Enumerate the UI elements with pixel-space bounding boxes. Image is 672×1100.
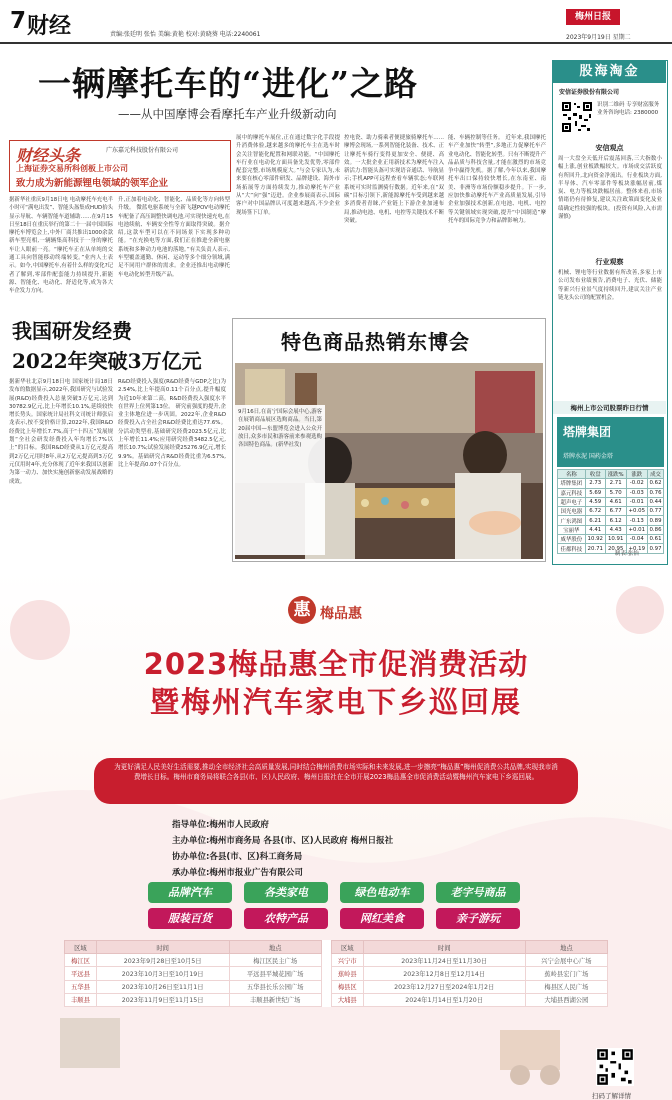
sidebar-stock-heading: 梅州上市公司股票昨日行情 <box>553 401 666 414</box>
dateline: 2023年9月19日 星期二 <box>566 34 631 41</box>
promo-intro: 为更好满足人民美好生活需要,推动全市经济社会高质量发展,同时结合梅州消费市场实际和未来发展,进一步擦亮“梅品惠”梅州促消费公共品牌,实现我市消费增长目标。梅州市商务局将联合各县(市、区)人民政府、梅州日报社在全市开展2023梅品惠全市促消费活动暨梅州汽车家电下乡巡回展。 <box>94 758 578 804</box>
ad-line-2: 致力成为新能源锂电领域的领军企业 <box>16 178 169 189</box>
page-number: 7 <box>10 8 27 34</box>
sidebar-company: 安信证券股份有限公司 <box>559 89 620 96</box>
guide-unit: 指导单位:梅州市人民政府 <box>172 820 269 830</box>
schedule-header: 地点 <box>525 941 607 954</box>
schedule-gap <box>321 980 331 993</box>
stock-table-header: 成交 <box>648 470 664 479</box>
category-button[interactable]: 各类家电 <box>244 882 328 903</box>
lead-subhead: ——从中国摩博会看摩托车产业升级新动向 <box>118 107 337 121</box>
host-unit: 主办单位:梅州市商务局 各县(市、区)人民政府 梅州日报社 <box>172 836 394 846</box>
schedule-row <box>65 980 608 993</box>
schedule-cell: 平远县平城花园广场 <box>229 967 321 980</box>
expo-title: 特色商品热销东博会 <box>281 330 470 354</box>
rd-headline-line-2: 2022年突破3万亿元 <box>12 349 202 373</box>
stock-cell: 0.76 <box>649 489 662 496</box>
category-button[interactable]: 老字号商品 <box>436 882 520 903</box>
schedule-cell: 平远县 <box>65 967 97 980</box>
schedule-cell: 梅江区民主广场 <box>229 954 321 967</box>
stock-cell: 6.77 <box>605 507 626 516</box>
stock-row <box>558 488 664 497</box>
stock-cell: -0.01 <box>626 497 647 506</box>
stock-cell: +0.19 <box>626 544 647 553</box>
lead-headline: 一辆摩托车的“进化”之路 <box>38 64 418 103</box>
rd-headline-line-1: 我国研发经费 <box>12 319 132 343</box>
lead-article-column: 展中的摩托车展位,正在通过数字化手段提升消费体验,越来越多的摩托车主在选车时会关注智能化配置和网联功能。“中国摩托车行业在电动化方面具备先发优势,零部件配套完整,市场规模庞大。”与会专家认为,未来要在核心零部件研发、品牌建设、海外市场拓展等方面持续发力,推动摩托车产业从“大”向“强”迈进。企业参展商表示,国际客户对中国品牌认可度越来越高,不少企业现场签下订单。 <box>236 135 340 216</box>
category-button[interactable]: 农特产品 <box>244 908 328 929</box>
qr-code-icon[interactable] <box>596 1048 634 1086</box>
stock-row <box>558 516 664 525</box>
stock-cell: 6.72 <box>585 507 605 516</box>
stock-cell: 4.41 <box>585 525 605 534</box>
category-button[interactable]: 服装百货 <box>148 908 232 929</box>
lead-article-column: 能、车辆控制等任务。 近年来,我国摩托车产业加快“转型”,多地正力促摩托车产业电动化、智能化转型。只有不断提升产品品质与科技含量,才能在激烈的市场竞争中赢得先机。据了解,今年以来,我国摩托车出口保持较快增长,在东南亚、南美、非洲等市场份额稳步提升。下一步,应加快推动摩托车产业高质量发展,引导企业加强技术创新,在电池、电机、电控等关键领域实现突破,提升“中国制造”摩托车的国际竞争力和品牌影响力。 <box>448 135 546 224</box>
stock-cell: +0.05 <box>626 507 647 516</box>
stock-cell: -0.03 <box>626 488 647 497</box>
expo-caption: 9月16日,在南宁国际会展中心,游客在展销商品展区选购商品。当日,第20届中国—东盟博览会进入公众开放日,众多市民和游客前来参观选购各国特色商品。(新华社发) <box>235 405 325 555</box>
category-button[interactable]: 网红美食 <box>340 908 424 929</box>
schedule-header: 区域 <box>331 941 363 954</box>
schedule-cell: 2023年10月3日至10月19日 <box>96 967 229 980</box>
stock-cell: 2.73 <box>585 479 605 488</box>
qr-code-icon[interactable] <box>561 101 593 133</box>
stock-cell: 国光电器 <box>558 507 586 516</box>
stock-cell: 0.97 <box>649 545 662 552</box>
company-brand: 塔牌集团 <box>563 425 612 439</box>
category-button[interactable]: 亲子游玩 <box>436 908 520 929</box>
editors-line: 责编:张廷明 张怡 美编:黄艳 校对:黄晓葵 电话:2240061 <box>110 31 261 38</box>
schedule-cell: 五华县长乐公园广场 <box>229 980 321 993</box>
lead-article-column: 据新华社重庆9月18日电 电动摩托车充电半小时可“满电出发”、智能头盔集成HUD抬头显示导航、车辆智能车道辅助……在9月15日至18日在重庆举行的第二十一届中国国际摩托车博览会上,中外厂商共推出1000余款新车型亮相,一辆辆集高科技于一身的摩托车让人眼前一亮。“摩托车正在从单纯的交通工具向智能移动终端转变。”业内人士表示。如今,中国摩托车,有着什么样的变化?记者了解到,零部件配套能力持续提升,新能源、智能化、电动化、舒适化等,成为各大车企发力方向。 <box>9 197 113 295</box>
schedule-cell: 2023年9月28日至10月5日 <box>96 954 229 967</box>
category-button[interactable]: 品牌汽车 <box>148 882 232 903</box>
schedule-cell: 2023年11月24日至11月30日 <box>363 954 525 967</box>
promo-title-line-1: 2023梅品惠全市促消费活动 <box>143 647 529 681</box>
stock-cell: -0.13 <box>626 516 647 525</box>
section-title: 财经 <box>27 14 72 39</box>
promotion-ad <box>0 570 672 1100</box>
stock-cell: 4.59 <box>585 497 605 506</box>
schedule-cell: 兴宁市 <box>331 954 363 967</box>
stock-cell: 超声电子 <box>558 497 586 506</box>
schedule-cell: 蕉岭县宏门广场 <box>525 967 607 980</box>
brand-logo-text: 梅品惠 <box>320 606 362 622</box>
company-banner <box>557 417 664 467</box>
schedule-row <box>65 967 608 980</box>
brand-logo-icon: 惠 <box>288 596 316 624</box>
stock-cell: 2.71 <box>605 479 626 488</box>
stock-cell: 20.95 <box>605 544 626 553</box>
stock-cell: 6.12 <box>605 516 626 525</box>
schedule-cell: 2023年12月27日至2024年1月2日 <box>363 980 525 993</box>
sidebar-industry-title: 行业观察 <box>595 258 624 266</box>
organizer-unit: 承办单位:梅州市报业广告有限公司 <box>172 868 303 878</box>
schedule-cell: 梅江区 <box>65 954 97 967</box>
stock-cell: 0.77 <box>649 508 662 515</box>
lead-article-column: 升,正加着电动化、智能化、品质化等方向转型升级。 微蓝电驱系统与全新飞越POV电动摩托车配备了高压调整快调电池,可实现快速充电,在电池续航、车辆安全性等方面取得突破。据介绍,这款车型可以在不同场景下实现多种功能。“在充换电等方面,我们正在推进全新电驱系统和多种动力电池的落地。”有关负责人表示,车型覆盖通勤、休闲、运动等多个细分领域,满足不同用户群体的需求。企业还推出电动摩托车电动化转型升级产品。 <box>118 197 230 278</box>
stock-cell: 4.61 <box>605 497 626 506</box>
finance-headline-ad <box>9 140 231 192</box>
schedule-cell: 2023年12月8日至12月14日 <box>363 967 525 980</box>
stock-row <box>558 497 664 506</box>
stock-cell: 4.43 <box>605 525 626 534</box>
promo-title-line-2: 暨梅州汽车家电下乡巡回展 <box>149 685 522 719</box>
stock-row <box>558 544 664 553</box>
stock-table-header: 收盘 <box>585 470 605 479</box>
stock-row <box>558 507 664 516</box>
co-host-unit: 协办单位:各县(市、区)科工商务局 <box>172 852 303 862</box>
schedule-gap <box>321 941 331 954</box>
sidebar-qr-text: 识别二维码 专享财富服务 业务咨询电话: 2380000 <box>597 102 660 116</box>
stock-table-header: 涨跌% <box>605 470 626 479</box>
schedule-cell: 丰顺县新世纪广场 <box>229 993 321 1006</box>
company-subbrands: 塔牌水泥 国药金塔 <box>563 453 613 460</box>
schedule-cell: 梅县区 <box>331 980 363 993</box>
schedule-cell: 蕉岭县 <box>331 967 363 980</box>
schedule-header: 时间 <box>96 941 229 954</box>
stock-cell: 10.91 <box>605 535 626 544</box>
stock-cell: 宝丽华 <box>558 525 586 534</box>
stock-cell: 0.44 <box>649 499 662 506</box>
schedule-cell: 2023年10月26日至11月1日 <box>96 980 229 993</box>
stock-cell: 5.69 <box>585 488 605 497</box>
stock-cell: 佳都科技 <box>558 544 586 553</box>
sidebar-industry-text: 机械、锂电等行业数据有所改善,多家上市公司发布业绩预告,消费电子、光伏、储能等新兴行业景气度持续回升,建议关注产业链龙头公司的配置机会。 <box>558 270 662 301</box>
stock-cell: 塔牌集团 <box>558 479 586 488</box>
schedule-cell: 五华县 <box>65 980 97 993</box>
stock-cell: 威华股份 <box>558 535 586 544</box>
stock-sidebar <box>552 60 668 565</box>
stock-cell: 0.61 <box>649 536 662 543</box>
stock-cell: 6.21 <box>585 516 605 525</box>
stock-cell: 广东鸿图 <box>558 516 586 525</box>
schedule-header: 地点 <box>229 941 321 954</box>
ad-company: 广东嘉元科技股份有限公司 <box>106 147 179 154</box>
schedule-cell: 2023年11月9日至11月15日 <box>96 993 229 1006</box>
schedule-row <box>65 954 608 967</box>
stock-table-header: 名称 <box>558 470 586 479</box>
stock-cell: 0.89 <box>649 517 662 524</box>
stock-table-header: 涨跌 <box>626 470 647 479</box>
stock-cell: +0.01 <box>626 525 647 534</box>
schedule-cell: 大埔县西湖公园 <box>525 993 607 1006</box>
lead-article-column: 控电瓷、助力骑乘者便捷旅骑摩托车……摩博会现场,一系列智能化装备、技术、正让摩托车骑行变得更加安全、便捷、高效。一大批企业正用新技术为摩托车注入新活力:智能头盔可实现语音通话、导航显示;手机APP可远程查看车辆状态;车联网系统可实时监测骑行数据。近年来,在“双碳”目标引领下,新能源摩托车受到越来越多消费者青睐,产业链上下游企业加速布局,推动电池、电机、电控等关键技术不断突破。 <box>344 135 444 224</box>
schedule-header: 区域 <box>65 941 97 954</box>
stock-cell: -0.02 <box>626 479 647 488</box>
expo-photo-story <box>232 318 546 562</box>
schedule-cell: 兴宁会展中心广场 <box>525 954 607 967</box>
schedule-gap <box>321 967 331 980</box>
table-maker: 制表:张怡 <box>615 551 639 557</box>
schedule-header: 时间 <box>363 941 525 954</box>
stock-cell: 0.62 <box>649 480 662 487</box>
schedule-gap <box>321 993 331 1006</box>
stock-cell: 5.70 <box>605 488 626 497</box>
stock-row <box>558 535 664 544</box>
stock-cell: 10.92 <box>585 535 605 544</box>
newspaper-brand: 梅州日报 <box>566 9 620 25</box>
rd-article-column: R&D经费投入强度(R&D经费与GDP之比)为2.54%,比上年提高0.11个百分点,提升幅度为近10年来第二高。R&D经费投入强度水平在世界上位列第13位。 研究前强度的提升,企业主体地位进一步巩固。2022年,企业R&D经费投入占全社会R&D经费比重达77.6%。分活动类型看,基础研究经费2023.5亿元,比上年增长11.4%;应用研究经费3482.5亿元,增长10.7%;试验发展经费25276.9亿元,增长9.9%。基础研究占R&D经费比重为6.57%,比上年提高0.07个百分点。 <box>118 379 226 468</box>
stock-row <box>558 525 664 534</box>
schedule-table <box>64 940 608 1007</box>
schedule-cell: 大埔县 <box>331 993 363 1006</box>
schedule-gap <box>321 954 331 967</box>
stock-cell: 20.71 <box>585 544 605 553</box>
stock-cell: 嘉元科技 <box>558 488 586 497</box>
stock-cell: -0.04 <box>626 535 647 544</box>
category-button[interactable]: 绿色电动车 <box>340 882 424 903</box>
rd-article-column: 据新华社北京9月18日电 国家统计局18日发布的数据显示,2022年,我国研究与试验发展(R&D)经费投入总量突破3万亿元,达到30782.9亿元,比上年增长10.1%,延续较快增长势头。国家统计局社科文司统计师张启龙表示,按不变价格计算,2022年,我国R&D经费比上年增长7.7%,高于“十四五”发展规划“全社会研发经费投入年均增长7%以上”的目标。我国R&D经费从1万亿元提高到2万亿元用时8年,从2万亿元提高到3万亿元仅用时4年,充分体现了近年来我国以创新为第一动力、加快实施创新驱动发展战略的成效。 <box>9 379 113 485</box>
schedule-cell: 梅县区人民广场 <box>525 980 607 993</box>
schedule-row <box>65 993 608 1006</box>
schedule-cell: 丰顺县 <box>65 993 97 1006</box>
stock-table <box>557 469 664 554</box>
page-header <box>0 0 672 44</box>
sidebar-title: 股海淘金 <box>553 61 666 83</box>
ad-title: 财经头条 <box>16 146 81 165</box>
schedule-cell: 2024年1月14日至1月20日 <box>363 993 525 1006</box>
ad-line-1: 上海证券交易所科创板上市公司 <box>16 164 128 173</box>
sidebar-info-text: 周一大盘全天低开后震荡回落,三大指数小幅上涨,创业板跌幅较大。市场成交活跃度有所回升,北向资金净流出。行业板块方面,半导体、汽车零部件等板块涨幅居前,煤炭、电力等板块跌幅居前。整体来看,市场情绪仍有待修复,建议关注政策面变化及业绩确定性较强的板块。(投资有风险,入市需谨慎) <box>558 156 662 221</box>
scan-prompt: 扫码了解详情 <box>592 1092 631 1100</box>
stock-cell: 0.86 <box>649 526 662 533</box>
sidebar-info-title: 安信观点 <box>595 144 624 152</box>
stock-row <box>558 479 664 488</box>
